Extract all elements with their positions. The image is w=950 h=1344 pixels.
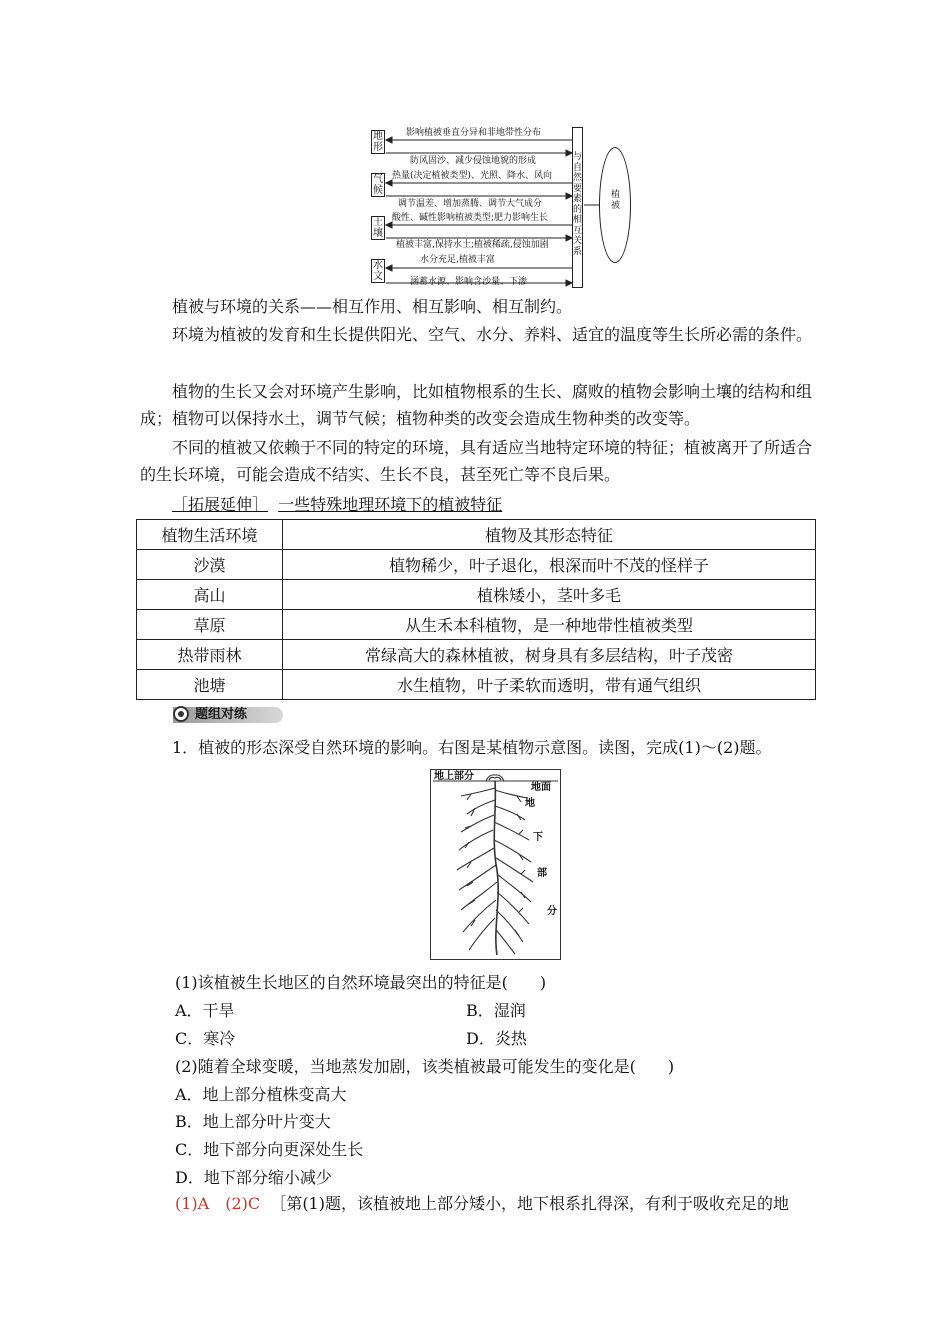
vegetation-relation-diagram xyxy=(368,125,653,292)
subquestion-1: (1)该植被生长地区的自然环境最突出的特征是( ) xyxy=(175,973,547,992)
table-cell-environment: 草原 xyxy=(137,610,283,640)
question-stem: 1．植被的形态深受自然环境的影响。右图是某植物示意图。读图，完成(1)～(2)题。 xyxy=(172,738,772,757)
vegetation-feature-table xyxy=(136,519,816,700)
table-cell-environment: 高山 xyxy=(137,580,283,610)
table-header: 植物生活环境 xyxy=(137,520,283,550)
practice-badge xyxy=(173,706,283,724)
plant-figure xyxy=(430,769,561,960)
diagram-line-3: 热量(决定植被类型)、光照、降水、风向 xyxy=(392,171,553,181)
extension-heading xyxy=(172,492,502,515)
target-icon xyxy=(173,706,189,722)
table-cell-feature: 水生植物，叶子柔软而透明，带有通气组织 xyxy=(283,670,816,700)
diagram-line-4: 调节温差、增加蒸腾、调节大气成分 xyxy=(398,199,543,209)
factor-terrain: 地形 xyxy=(373,131,383,153)
label-below-3: 部 xyxy=(537,868,547,879)
option-2c: C．地下部分向更深处生长 xyxy=(175,1140,364,1159)
label-below-1: 地 xyxy=(525,798,535,809)
option-1c: C．寒冷 xyxy=(175,1029,236,1048)
extension-title: 一些特殊地理环境下的植被特征 xyxy=(278,495,503,514)
relation-box: 与自然要素的相互关系 xyxy=(572,127,583,288)
label-below-2: 下 xyxy=(533,832,543,843)
label-ground: 地面 xyxy=(531,782,551,793)
answer-explanation: ［第(1)题，该植被地上部分矮小，地下根系扎得深，有利于吸收充足的地 xyxy=(270,1194,789,1213)
factor-hydrology: 水文 xyxy=(373,260,383,282)
diagram-line-6: 植被丰富,保持水土;植被稀疏,侵蚀加剧 xyxy=(396,240,549,250)
badge-label: 题组对练 xyxy=(195,707,248,722)
table-row xyxy=(137,610,816,640)
table-cell-environment: 热带雨林 xyxy=(137,640,283,670)
table-cell-feature: 常绿高大的森林植被，树身具有多层结构，叶子茂密 xyxy=(283,640,816,670)
option-2a: A．地上部分植株变高大 xyxy=(175,1085,347,1104)
table-cell-feature: 植物稀少，叶子退化，根深而叶不茂的怪样子 xyxy=(283,550,816,580)
diagram-line-2: 防风固沙、减少侵蚀地貌的形成 xyxy=(410,156,537,166)
diagram-line-1: 影响植被垂直分异和非地带性分布 xyxy=(406,128,542,138)
option-2b: B．地上部分叶片变大 xyxy=(175,1112,331,1131)
option-1a: A．干旱 xyxy=(175,1001,235,1020)
table-cell-feature: 植株矮小，茎叶多毛 xyxy=(283,580,816,610)
label-above-ground: 地上部分 xyxy=(434,771,474,782)
answer-key: (1)A (2)C xyxy=(175,1194,261,1213)
option-2d: D．地下部分缩小减少 xyxy=(175,1168,332,1187)
option-1b: B．湿润 xyxy=(466,1001,526,1020)
paragraph-adaptation: 不同的植被又依赖于不同的特定的环境，具有适应当地特定环境的特征；植被离开了所适合的生长环境，可能会造成不结实、生长不良，甚至死亡等不良后果。 xyxy=(140,438,813,484)
answer-line xyxy=(175,1191,789,1214)
extension-tag: ［拓展延伸］ xyxy=(172,495,269,514)
vegetation-label: 植被 xyxy=(610,190,620,211)
table-row xyxy=(137,580,816,610)
paragraph-relation: 植被与环境的关系——相互作用、相互影响、相互制约。 xyxy=(172,297,573,316)
diagram-line-8: 涵蓄水源、影响含沙量、下渗 xyxy=(410,277,528,287)
table-cell-environment: 沙漠 xyxy=(137,550,283,580)
table-cell-environment: 池塘 xyxy=(137,670,283,700)
label-below-4: 分 xyxy=(547,906,557,917)
paragraph-plant-effect: 植物的生长又会对环境产生影响，比如植物根系的生长、腐败的植物会影响土壤的结构和组成；植物可以保持水土，调节气候；植物种类的改变会造成生物种类的改变等。 xyxy=(140,382,813,428)
table-row xyxy=(137,670,816,700)
plant-root-drawing xyxy=(431,770,560,959)
table-cell-feature: 从生禾本科植物，是一种地带性植被类型 xyxy=(283,610,816,640)
table-header-row xyxy=(137,520,816,550)
table-row xyxy=(137,640,816,670)
paragraph-environment: 环境为植被的发育和生长提供阳光、空气、水分、养料、适宜的温度等生长所必需的条件。 xyxy=(172,325,813,344)
diagram-line-5: 酸性、碱性影响植被类型;肥力影响生长 xyxy=(392,213,549,223)
vegetation-ellipse xyxy=(599,147,631,263)
table-row xyxy=(137,550,816,580)
factor-soil: 土壤 xyxy=(373,217,383,239)
factor-climate: 气候 xyxy=(373,174,383,196)
table-header: 植物及其形态特征 xyxy=(283,520,816,550)
option-1d: D．炎热 xyxy=(466,1029,527,1048)
diagram-line-7: 水分充足,植被丰富 xyxy=(420,255,495,265)
subquestion-2: (2)随着全球变暖，当地蒸发加剧，该类植被最可能发生的变化是( ) xyxy=(175,1057,675,1076)
